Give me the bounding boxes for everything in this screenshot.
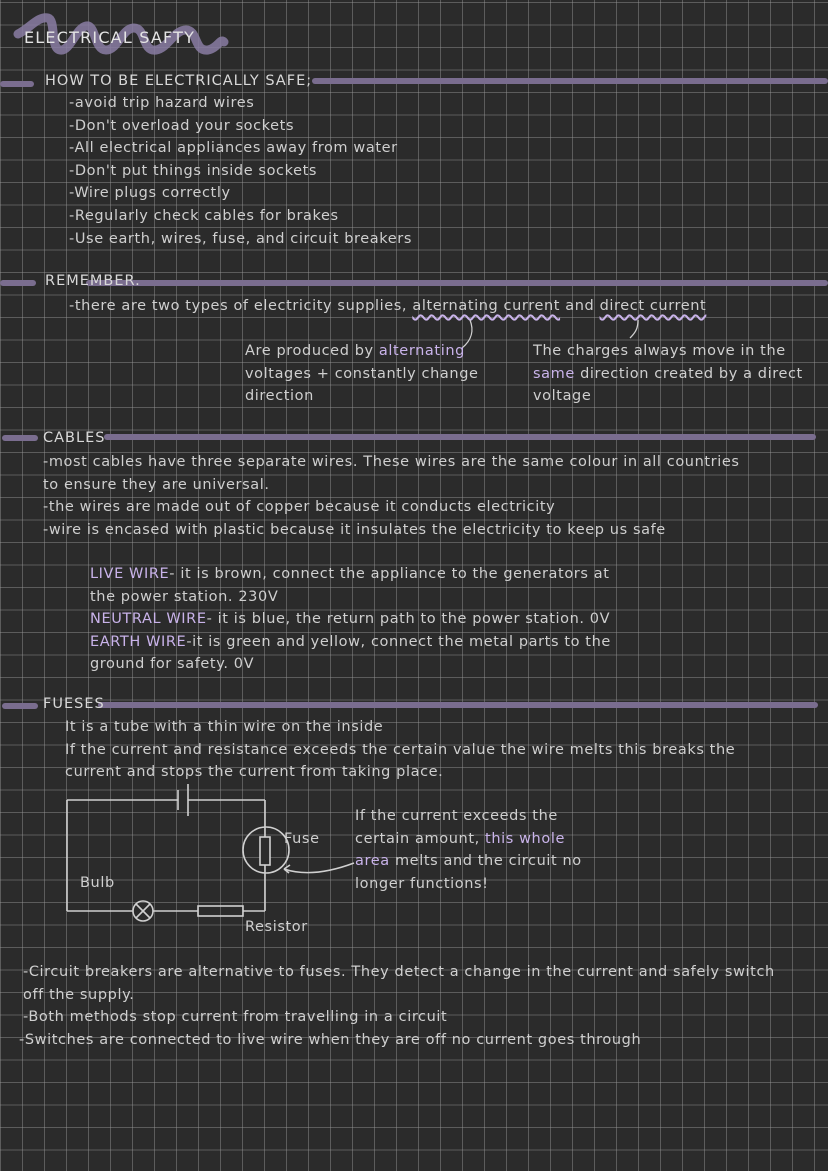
page-title: ELECTRICAL SAFTY: [24, 28, 196, 47]
section-bar-left: [2, 435, 38, 441]
section-heading-safe: HOW TO BE ELECTRICALLY SAFE;: [45, 73, 313, 89]
neutral-wire-label: NEUTRAL WIRE: [90, 611, 207, 628]
remember-line: -there are two types of electricity supplies, alternating current and direct current: [69, 298, 707, 314]
list-item: -Use earth, wires, fuse, and circuit breakers: [69, 230, 412, 247]
resistor-label: Resistor: [245, 919, 308, 935]
pointer-line-icon: [628, 318, 648, 342]
earth-wire-label: EARTH WIRE: [90, 633, 187, 650]
closing-text: -Circuit breakers are alternative to fuses. They detect a change in the current and safely switch off the supply. -Both methods stop current from travelling in a circuit -Switches are connected to live wire when they are off no current goes through: [19, 964, 775, 1048]
section-heading-fuses: FUESES: [43, 696, 105, 712]
safe-list: [69, 92, 412, 250]
wires-list: LIVE WIRE- it is brown, connect the appliance to the generators at the power station. 230V NEUTRAL WIRE- it is blue, the return path to the power station. 0V EARTH WIRE-it is green and yellow, connect the metal parts to the ground for safety. 0V: [90, 566, 611, 673]
circuit-diagram: [0, 780, 340, 930]
section-heading-cables: CABLES: [43, 430, 106, 446]
section-bar-right: [86, 280, 828, 286]
list-item: -All electrical appliances away from water: [69, 140, 398, 157]
section-bar-left: [0, 280, 36, 286]
ac-term: alternating current: [412, 298, 561, 314]
bulb-label: Bulb: [80, 875, 115, 891]
ac-note: Are produced by alternating voltages + constantly change direction: [245, 343, 479, 405]
section-bar-right: [104, 434, 816, 440]
section-bar-right: [98, 702, 818, 708]
dc-note: The charges always move in the same direction created by a direct voltage: [533, 343, 803, 405]
section-bar-left: [2, 703, 38, 709]
cables-text: -most cables have three separate wires. These wires are the same colour in all countries to ensure they are universal. -the wires are made out of copper because it conducts electricity -wire is encased with plastic because it insulates the electricity to keep us safe: [43, 454, 740, 538]
dc-term: direct current: [599, 298, 707, 314]
list-item: -Don't put things inside sockets: [69, 162, 318, 179]
section-heading-remember: REMEMBER.: [45, 273, 141, 289]
fuses-text: It is a tube with a thin wire on the inside If the current and resistance exceeds the certain value the wire melts this breaks the current and stops the current from taking place.: [65, 719, 736, 781]
list-item: -avoid trip hazard wires: [69, 95, 255, 111]
fuse-label: Fuse: [284, 831, 320, 847]
section-bar-left: [0, 81, 34, 87]
live-wire-label: LIVE WIRE: [90, 566, 170, 582]
list-item: -Regularly check cables for brakes: [69, 207, 339, 224]
list-item: -Wire plugs correctly: [69, 185, 231, 202]
section-bar-right: [312, 78, 828, 84]
fuse-note: If the current exceeds the certain amount, this whole area melts and the circuit no longer functions!: [355, 808, 582, 892]
list-item: -Don't overload your sockets: [69, 117, 295, 134]
